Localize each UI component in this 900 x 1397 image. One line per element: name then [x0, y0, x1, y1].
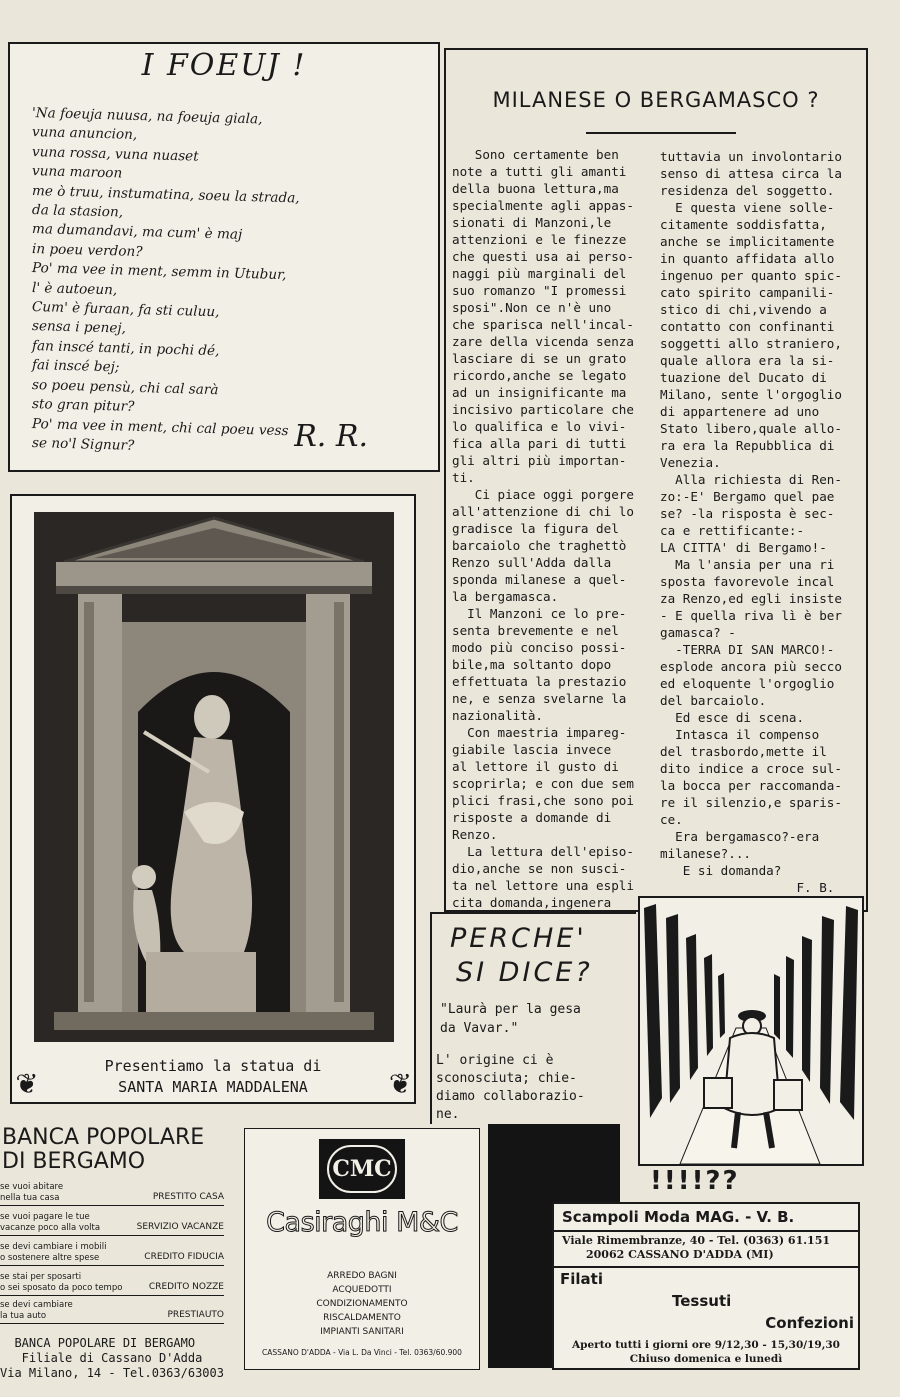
article-line: Stato libero,quale allo- — [660, 421, 842, 436]
article-line: Venezia. — [660, 455, 721, 470]
poem-text — [32, 104, 300, 453]
poem-line: vuna maroon — [31, 163, 123, 182]
poem-signature: R. R. — [294, 419, 368, 454]
article-line: plici frasi,che sono poi — [452, 793, 634, 808]
article-line: soggetti allo straniero, — [660, 336, 842, 351]
article-line: che sparisca nell'incal- — [452, 317, 634, 332]
article-line: quale allora era la si- — [660, 353, 835, 368]
scampoli-confezioni: Confezioni — [765, 1314, 854, 1332]
banca-title — [2, 1126, 204, 1174]
poem-line: Po' ma vee in ment, semm in Utubur, — [31, 260, 287, 284]
article-line: la bocca per raccomanda- — [660, 778, 842, 793]
article-line: Milano, sente l'orgoglio — [660, 387, 842, 402]
article-line: ta nel lettore una espli — [452, 878, 634, 893]
banca-service-row — [0, 1212, 224, 1234]
article-line: modo più conciso possi- — [452, 640, 627, 655]
banca-row-service: SERVIZIO VACANZE — [136, 1222, 224, 1232]
article-line: F. B. — [660, 880, 835, 895]
article-column-2 — [660, 148, 870, 896]
poem-line: fai inscé bej; — [31, 357, 120, 376]
article-line: attenzioni e le finezze — [452, 232, 627, 247]
article-line: di appartenere ad uno — [660, 404, 820, 419]
article-line: stico di chi,vivendo a — [660, 302, 827, 317]
banca-row-desc-2: la tua auto — [0, 1311, 47, 1321]
perche-title-line-1: PERCHE' — [450, 923, 587, 954]
article-line: Renzo sull'Adda dalla — [452, 555, 612, 570]
article-line: effettuata la prestazio — [452, 674, 627, 689]
article-line: Era bergamasco?-era — [660, 829, 820, 844]
perche-text-line: L' origine ci è — [436, 1053, 554, 1068]
article-line: ca e rettificante:- — [660, 523, 805, 538]
scampoli-address-line-2: 20062 CASSANO D'ADDA (MI) — [586, 1248, 774, 1261]
article-line: dito indice a croce sul- — [660, 761, 842, 776]
article-line: ingenuo per quanto spic- — [660, 268, 842, 283]
banca-service-row — [0, 1242, 224, 1264]
poem-line: vuna anuncion, — [31, 124, 138, 144]
article-line: zare della vicenda senza — [452, 334, 634, 349]
scampoli-address-line-1: Viale Rimembranze, 40 - Tel. (0363) 61.151 — [562, 1234, 831, 1247]
poem-box — [8, 42, 440, 472]
article-line: in quanto affidata allo — [660, 251, 835, 266]
article-line: sposta favorevole incal — [660, 574, 835, 589]
article-column-1 — [452, 146, 662, 911]
article-line: scoprirla; e con due sem — [452, 776, 634, 791]
article-line: Ma l'ansia per una ri — [660, 557, 835, 572]
poem-line: sto gran pitur? — [31, 396, 135, 415]
article-line: ad un insignificante ma — [452, 385, 627, 400]
perche-text-line: sconosciuta; chie- — [436, 1071, 577, 1086]
article-line: ne, e senza svelarne la — [452, 691, 627, 706]
banca-footer — [0, 1336, 224, 1381]
banca-row-desc-2: vacanze poco alla volta — [0, 1223, 101, 1233]
article-line: anche se implicitamente — [660, 234, 835, 249]
poem-line: se no'l Signur? — [31, 434, 135, 454]
banca-row-rule — [0, 1235, 224, 1236]
article-line: cato spirito campanili- — [660, 285, 835, 300]
article-line: dio,anche se non susci- — [452, 861, 627, 876]
article-line: giabile lascia invece — [452, 742, 612, 757]
scampoli-title: Scampoli Moda MAG. - V. B. — [562, 1208, 795, 1226]
article-line: sposi".Non ce n'è uno — [452, 300, 612, 315]
article-line: senta brevemente e nel — [452, 623, 619, 638]
casiraghi-logo — [319, 1139, 405, 1199]
title-underline — [586, 132, 736, 134]
article-line: incisivo particolare che — [452, 402, 634, 417]
casiraghi-services — [245, 1269, 479, 1339]
banca-row-service: PRESTITO CASA — [152, 1192, 224, 1202]
quote-line-1: "Laurà per la gesa — [440, 1002, 581, 1017]
article-line: LA CITTA' di Bergamo!- — [660, 540, 827, 555]
article-line: lo qualifica e lo vivi- — [452, 419, 627, 434]
banca-row-service: CREDITO NOZZE — [148, 1282, 224, 1292]
article-line: sionati di Manzoni,le — [452, 215, 612, 230]
article-line: re il silenzio,e sparis- — [660, 795, 842, 810]
poem-line: vuna rossa, vuna nuaset — [31, 143, 199, 165]
poem-line: me ò truu, instumatina, soeu la strada, — [31, 182, 300, 207]
casiraghi-address: CASSANO D'ADDA - Via L. Da Vinci - Tel. 0363/60.900 — [262, 1348, 462, 1357]
banca-row-service: CREDITO FIDUCIA — [144, 1252, 224, 1262]
article-line: E si domanda? — [660, 863, 782, 878]
article-line: cita domanda,ingenera — [452, 895, 612, 910]
article-line: suo romanzo "I promessi — [452, 283, 627, 298]
article-line: Sono certamente ben — [452, 147, 619, 162]
article-line: ed eloquente l'orgoglio — [660, 676, 835, 691]
casiraghi-logo-text: CMC — [327, 1145, 397, 1193]
casiraghi-service: RISCALDAMENTO — [323, 1313, 401, 1323]
article-line: che questi usa ai perso- — [452, 249, 634, 264]
poem-line: 'Na foeuja nuusa, na foeuja giala, — [31, 105, 263, 128]
article-line: specialmente agli appas- — [452, 198, 634, 213]
article-title: MILANESE O BERGAMASCO ? — [492, 88, 820, 112]
poem-line: sensa i penej, — [31, 318, 127, 338]
perche-title-line-2: SI DICE? — [456, 957, 593, 988]
article-box — [444, 48, 868, 912]
poem-line: Po' ma vee in ment, chi cal poeu vess — [31, 415, 289, 439]
article-line: ce. — [660, 812, 683, 827]
article-line: Alla richiesta di Ren- — [660, 472, 842, 487]
banca-service-row — [0, 1300, 224, 1322]
article-line: Il Manzoni ce lo pre- — [452, 606, 627, 621]
article-line: La lettura dell'episo- — [452, 844, 634, 859]
poem-line: l' è autoeun, — [31, 279, 118, 299]
banca-row-rule — [0, 1265, 224, 1266]
banca-row-rule — [0, 1323, 224, 1324]
banca-row-desc-1: se devi cambiare — [0, 1300, 73, 1310]
casiraghi-service: ACQUEDOTTI — [332, 1285, 392, 1295]
article-line: E questa viene solle- — [660, 200, 835, 215]
caption-line-2: SANTA MARIA MADDALENA — [118, 1078, 308, 1096]
article-line: ra era la Repubblica di — [660, 438, 835, 453]
article-line: del trasbordo,mette il — [660, 744, 827, 759]
article-line: fica alla pari di tutti — [452, 436, 627, 451]
caption-line-1: Presentiamo la statua di — [104, 1057, 322, 1075]
poem-line: da la stasion, — [31, 202, 124, 221]
article-line: residenza del soggetto. — [660, 183, 835, 198]
article-line: della buona lettura,ma — [452, 181, 619, 196]
article-line: del barcaiolo. — [660, 693, 767, 708]
casiraghi-name: Casiraghi M&C — [266, 1207, 458, 1238]
article-line: ti. — [452, 470, 475, 485]
banca-footer-line-3: Via Milano, 14 - Tel.0363/63003 — [0, 1366, 224, 1380]
banca-footer-line-1: BANCA POPOLARE DI BERGAMO — [0, 1336, 196, 1350]
left-ornament-icon: ❦ — [16, 1062, 37, 1102]
banca-row-desc-1: se devi cambiare i mobili — [0, 1242, 107, 1252]
scampoli-hours — [554, 1338, 858, 1366]
poem-line: so poeu pensù, chi cal sarà — [31, 376, 219, 398]
poem-line: fan inscé tanti, in pochi dé, — [31, 337, 220, 360]
quote-line-2: da Vavar." — [440, 1021, 519, 1036]
article-line: naggi più marginali del — [452, 266, 627, 281]
article-line: Con maestria impareg- — [452, 725, 627, 740]
article-line: Intasca il compenso — [660, 727, 820, 742]
casiraghi-service: ARREDO BAGNI — [327, 1271, 397, 1281]
scampoli-divider-2 — [554, 1266, 858, 1268]
article-line: se? -la risposta è sec- — [660, 506, 835, 521]
perche-quote — [440, 1000, 581, 1038]
scampoli-hours-line-2: Chiuso domenica e lunedì — [629, 1353, 783, 1365]
perche-si-dice-box — [430, 912, 636, 1124]
article-line: contatto con confinanti — [660, 319, 835, 334]
poem-line: Cum' è furaan, fa sti culuu, — [31, 299, 220, 321]
scampoli-tessuti: Tessuti — [672, 1292, 732, 1310]
banca-row-desc-1: se vuoi abitare — [0, 1182, 64, 1192]
scampoli-hours-line-1: Aperto tutti i giorni ore 9/12,30 - 15,30/19,30 — [572, 1339, 840, 1351]
article-line: bile,ma soltanto dopo — [452, 657, 612, 672]
banca-footer-line-2: Filiale di Cassano D'Adda — [0, 1351, 203, 1365]
article-line: gamasca? - — [660, 625, 736, 640]
article-line: gli altri più importan- — [452, 453, 627, 468]
article-line: al lettore il gusto di — [452, 759, 619, 774]
article-line: za Renzo,ed egli insiste — [660, 591, 842, 606]
article-line: la bergamasca. — [452, 589, 559, 604]
casiraghi-service: IMPIANTI SANITARI — [320, 1327, 404, 1337]
statue-photo-box — [10, 494, 416, 1104]
article-line: sponda milanese a quel- — [452, 572, 627, 587]
article-line: nazionalità. — [452, 708, 543, 723]
article-line: -TERRA DI SAN MARCO!- — [660, 642, 835, 657]
banca-row-desc-1: se stai per sposarti — [0, 1272, 82, 1282]
article-line: tuttavia un involontario — [660, 149, 842, 164]
photo-caption — [12, 1056, 414, 1098]
scampoli-divider — [554, 1230, 858, 1232]
article-line: esplode ancora più secco — [660, 659, 842, 674]
banca-row-rule — [0, 1295, 224, 1296]
article-line: senso di attesa circa la — [660, 166, 842, 181]
article-line: Renzo. — [452, 827, 498, 842]
casiraghi-service: CONDIZIONAMENTO — [316, 1299, 408, 1309]
banca-row-service: PRESTIAUTO — [167, 1310, 224, 1320]
banca-service-row — [0, 1272, 224, 1294]
poem-title: I FOEUJ ! — [141, 48, 307, 83]
article-line: Ci piace oggi porgere — [452, 487, 634, 502]
scampoli-moda-ad — [552, 1202, 860, 1370]
banca-row-desc-2: nella tua casa — [0, 1193, 60, 1203]
right-ornament-icon: ❦ — [389, 1062, 410, 1102]
perche-text-line: ne. — [436, 1107, 460, 1122]
perche-text-line: diamo collaborazio- — [436, 1089, 585, 1104]
perche-text — [436, 1052, 585, 1124]
cartoon-exclamation: !!!!?? — [650, 1166, 740, 1196]
banca-title-line-2: DI BERGAMO — [2, 1149, 146, 1174]
casiraghi-ad — [244, 1128, 480, 1370]
poem-line: in poeu verdon? — [31, 240, 143, 260]
statue-photo — [34, 512, 394, 1042]
banca-row-desc-2: o sei sposato da poco tempo — [0, 1283, 123, 1293]
article-line: tuazione del Ducato di — [660, 370, 827, 385]
article-line: Ed esce di scena. — [660, 710, 805, 725]
article-line: milanese?... — [660, 846, 751, 861]
scampoli-address — [562, 1234, 830, 1262]
perche-title — [450, 922, 593, 990]
banca-title-line-1: BANCA POPOLARE — [2, 1125, 205, 1150]
article-line: risposte a domande di — [452, 810, 612, 825]
article-line: ricordo,anche se legato — [452, 368, 627, 383]
article-line: all'attenzione di chi lo — [452, 504, 634, 519]
article-line: zo:-E' Bergamo quel pae — [660, 489, 835, 504]
article-line: lasciare di se un grato — [452, 351, 627, 366]
cartoon-illustration — [638, 896, 864, 1166]
banca-row-desc-2: o sostenere altre spese — [0, 1253, 100, 1263]
scampoli-filati: Filati — [560, 1270, 603, 1288]
article-line: - E quella riva lì è ber — [660, 608, 842, 623]
banca-row-rule — [0, 1205, 224, 1206]
article-line: barcaiolo che traghettò — [452, 538, 627, 553]
article-line: gradisce la figura del — [452, 521, 619, 536]
article-line: citamente soddisfatta, — [660, 217, 827, 232]
banca-service-row — [0, 1182, 224, 1204]
poem-line: ma dumandavi, ma cum' è maj — [31, 221, 243, 244]
article-line: note a tutti gli amanti — [452, 164, 627, 179]
banca-row-desc-1: se vuoi pagare le tue — [0, 1212, 90, 1222]
